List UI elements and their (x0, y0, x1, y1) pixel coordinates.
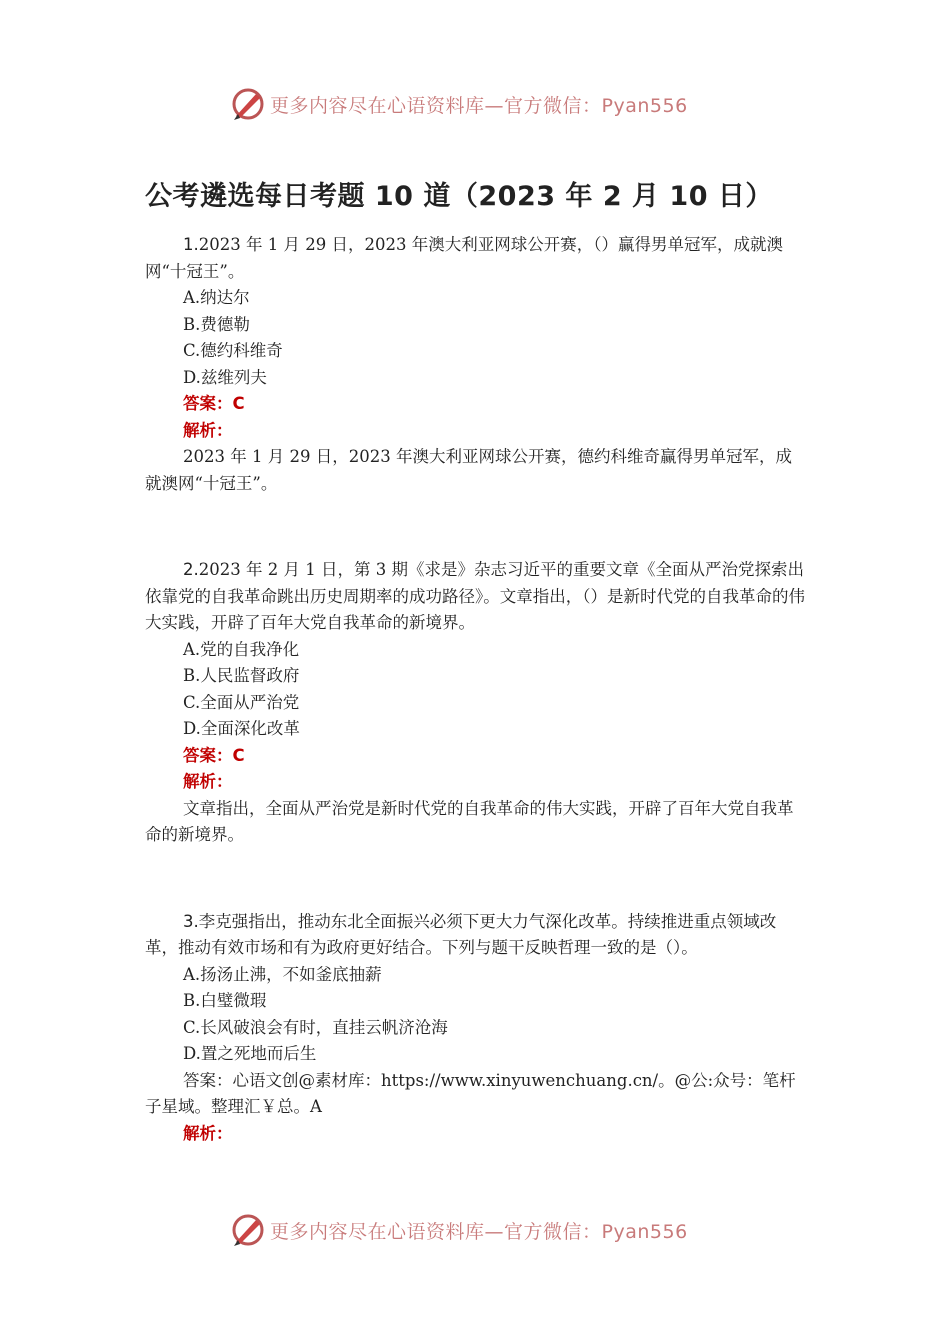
analysis-text: 文章指出，全面从严治党是新时代党的自我革命的伟大实践，开辟了百年大党自我革命的新境界。 (145, 798, 794, 844)
question-stem: 1.2023 年 1 月 29 日，2023 年澳大利亚网球公开赛，（）赢得男单冠军，成就澳网“十冠王”。 (145, 235, 783, 281)
analysis-label: 解析： (183, 1123, 233, 1143)
option-c: C.德约科维奇 (183, 341, 283, 360)
option-a: A.扬汤止沸，不如釜底抽薪 (183, 964, 382, 984)
answer-text: 答案：心语文创@素材库：https://www.xinyuwenchuang.cn/。@公:众号：笔杆子星域。整理汇￥总。A (145, 1070, 796, 1116)
option-c: C.全面从严治党 (183, 692, 300, 712)
pen-quill-logo-icon (230, 86, 266, 122)
question-2 (145, 557, 807, 849)
question-list (145, 232, 807, 1147)
question-stem: 3.李克强指出，推动东北全面振兴必须下更大力气深化改革。持续推进重点领域改革，推动有效市场和有为政府更好结合。下列与题干反映哲理一致的是（）。 (145, 911, 777, 957)
header-banner (230, 84, 720, 124)
option-b: B.费德勒 (183, 314, 250, 334)
option-a: A.党的自我净化 (183, 639, 300, 659)
analysis-label: 解析： (183, 772, 233, 791)
question-3 (145, 909, 807, 1148)
analysis-label: 解析： (183, 420, 233, 440)
option-a: A.纳达尔 (183, 288, 250, 307)
option-b: B.人民监督政府 (183, 666, 300, 685)
footer-banner (230, 1210, 720, 1250)
option-c: C.长风破浪会有时，直挂云帆济沧海 (183, 1017, 448, 1037)
pen-quill-logo-icon (230, 1212, 266, 1248)
option-d: D.全面深化改革 (183, 719, 300, 738)
option-d: D.置之死地而后生 (183, 1044, 317, 1063)
option-d: D.兹维列夫 (183, 367, 267, 387)
question-1 (145, 232, 807, 497)
page-title: 公考遴选每日考题 10 道（2023 年 2 月 10 日） (145, 181, 773, 212)
banner-text: 更多内容尽在心语资料库—官方微信：Pyan556 (270, 94, 688, 117)
option-b: B.白璧微瑕 (183, 991, 267, 1010)
question-stem: 2.2023 年 2 月 1 日，第 3 期《求是》杂志习近平的重要文章《全面从严治党探索出依靠党的自我革命跳出历史周期率的成功路径》。文章指出，（）是新时代党的自我革命的伟大实践，开辟了百年大党自我革命的新境界。 (145, 560, 805, 632)
analysis-text: 2023 年 1 月 29 日，2023 年澳大利亚网球公开赛，德约科维奇赢得男单冠军，成就澳网“十冠王”。 (145, 447, 792, 493)
answer-label: 答案：C (183, 745, 245, 765)
answer-label: 答案：C (183, 394, 245, 413)
banner-text: 更多内容尽在心语资料库—官方微信：Pyan556 (270, 1220, 688, 1243)
